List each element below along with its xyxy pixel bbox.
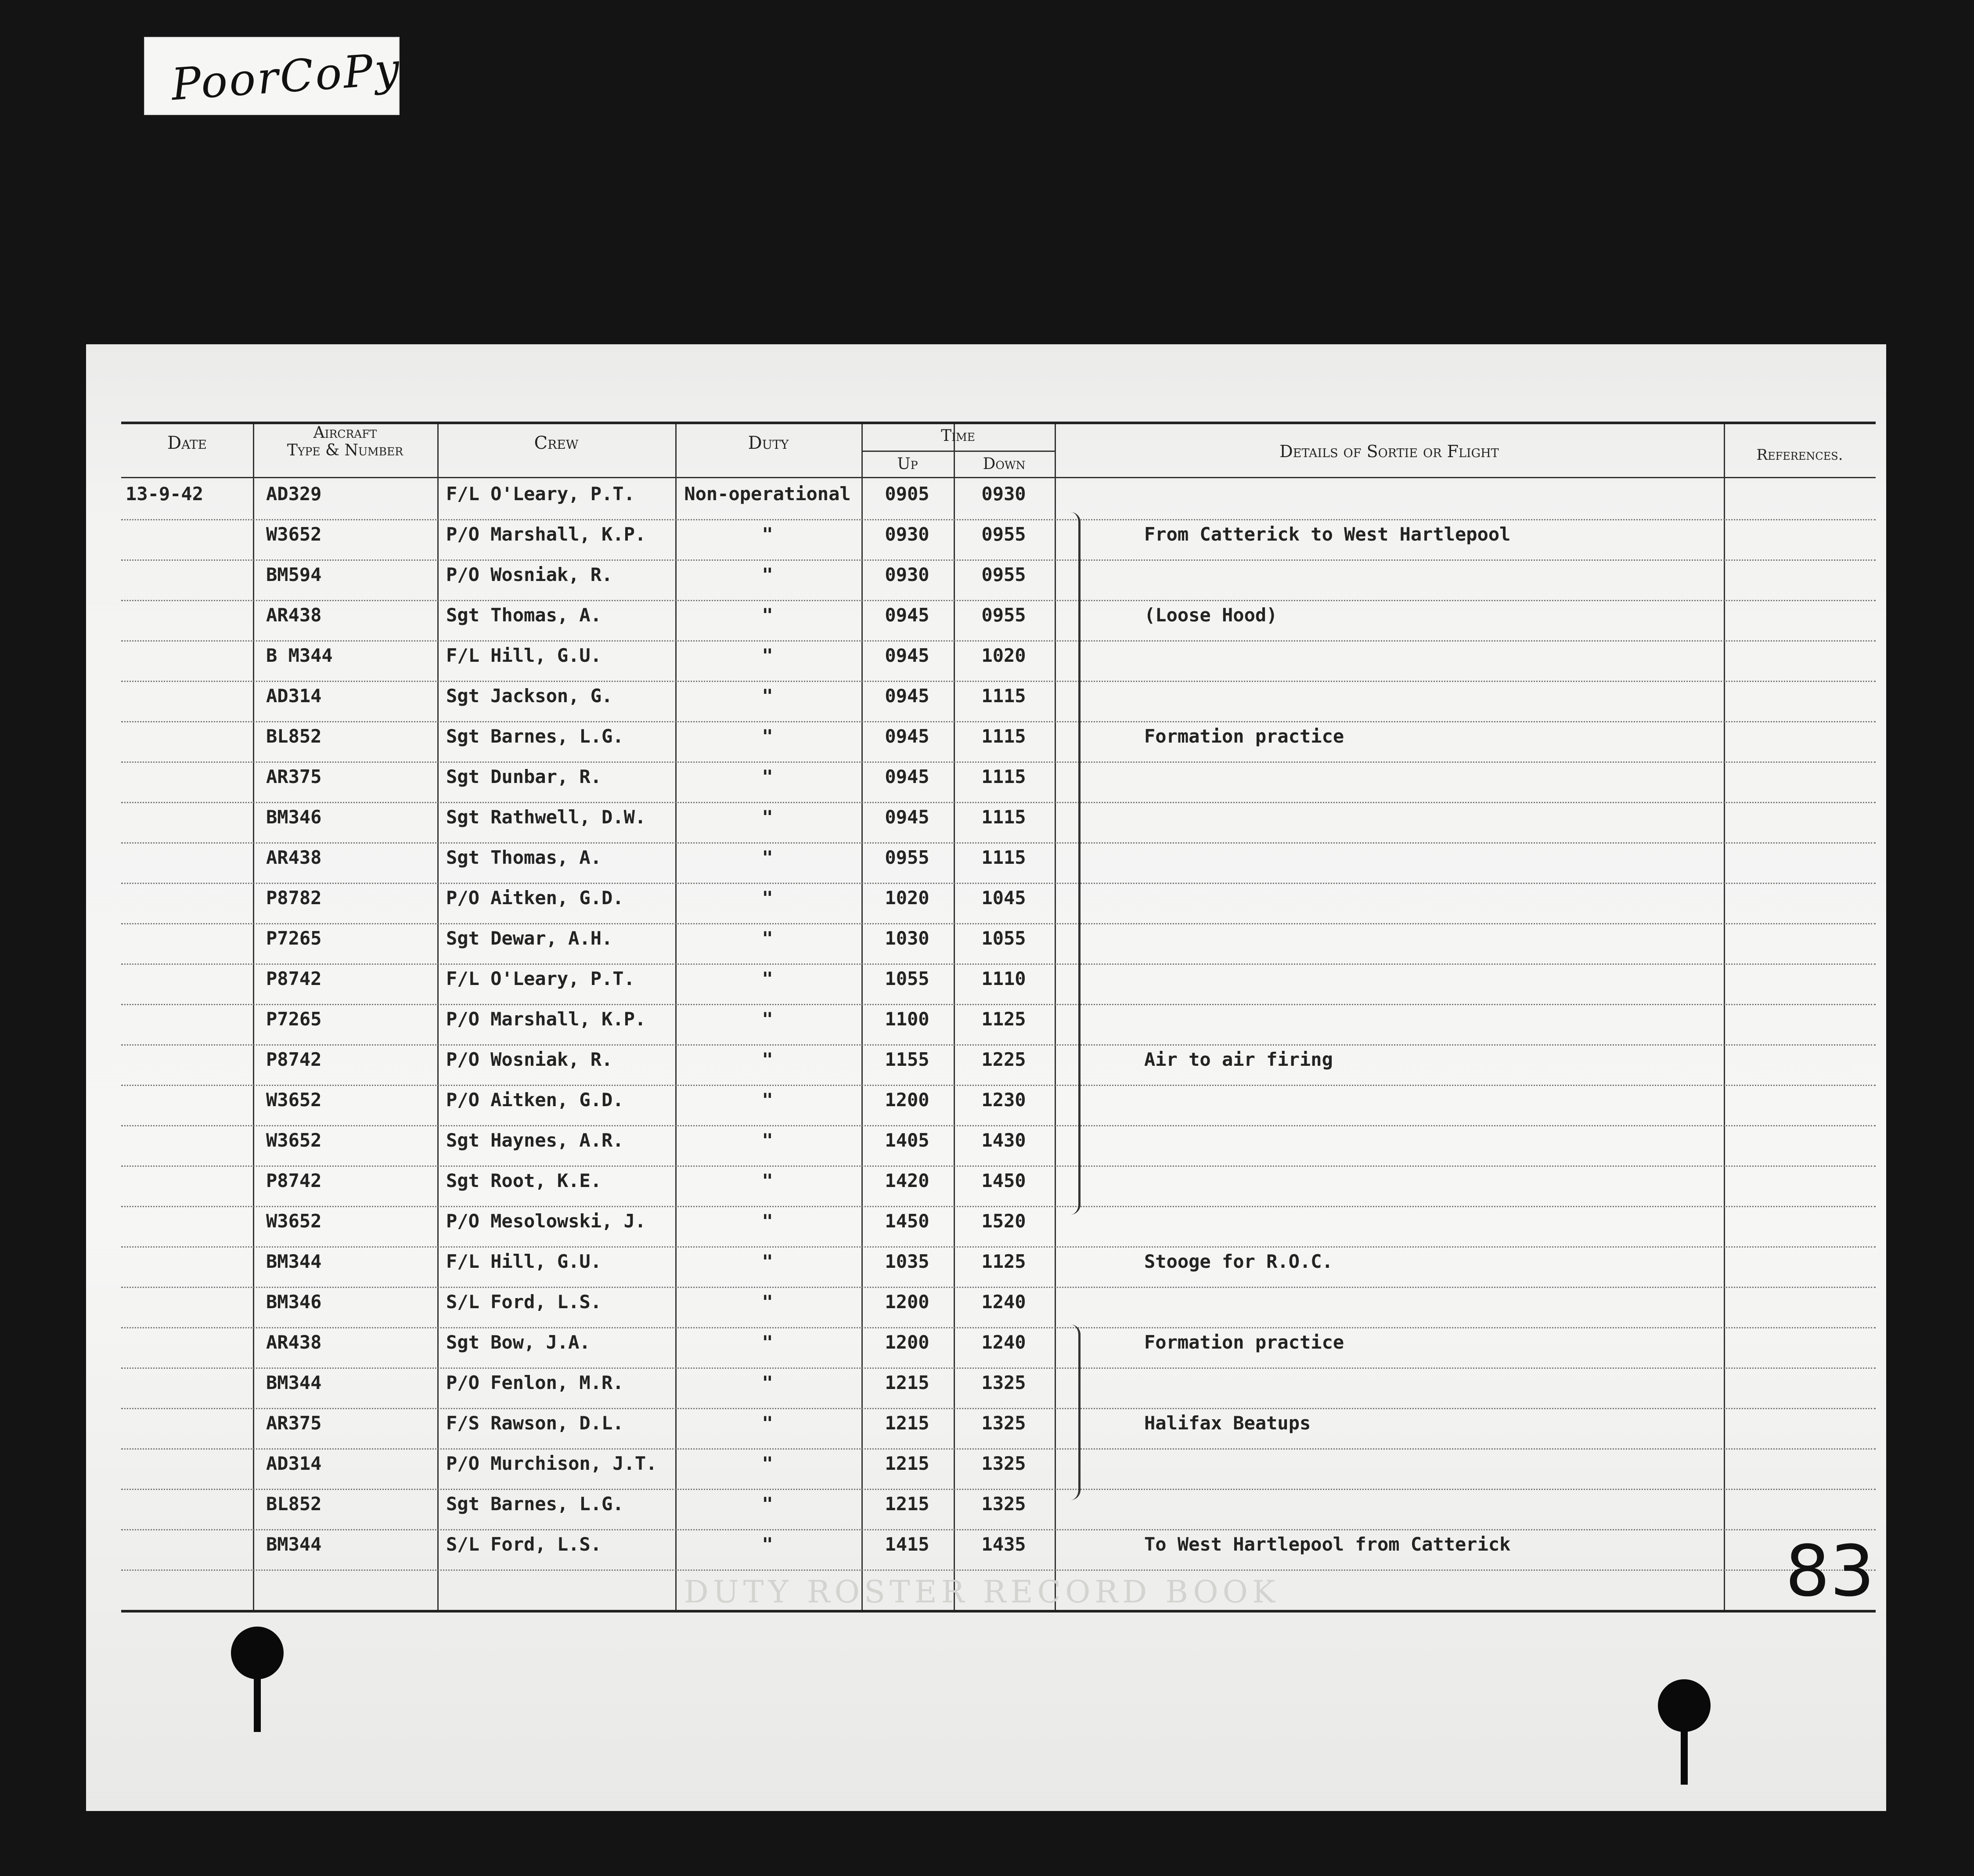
cell-aircraft: BM344 [266,1251,322,1272]
cell-aircraft: AR375 [266,766,322,787]
cell-crew: P/O Fenlon, M.R. [446,1372,624,1393]
cell-aircraft: W3652 [266,1089,322,1111]
cell-aircraft: W3652 [266,1129,322,1151]
table-row [121,681,1876,722]
cell-duty: " [762,645,773,666]
cell-up: 0945 [885,766,929,787]
cell-crew: Sgt Barnes, L.G. [446,725,624,747]
cell-crew: Sgt Dewar, A.H. [446,927,613,949]
cell-down: 1125 [981,1251,1026,1272]
cell-down: 0930 [981,483,1026,505]
cell-aircraft: P8782 [266,887,322,909]
cell-aircraft: P8742 [266,1049,322,1070]
cell-down: 1115 [981,806,1026,828]
cell-duty: " [762,1533,773,1555]
cell-down: 1225 [981,1049,1026,1070]
cell-crew: F/S Rawson, D.L. [446,1412,624,1434]
table-row [121,1044,1876,1086]
cell-down: 1450 [981,1170,1026,1191]
table-row [121,1529,1876,1571]
table-row [121,1327,1876,1369]
cell-aircraft: BL852 [266,1493,322,1515]
cell-aircraft: AD314 [266,685,322,707]
cell-up: 0945 [885,725,929,747]
page-number: 83 [1785,1530,1875,1612]
table-row [121,600,1876,642]
cell-duty: " [762,1210,773,1232]
table-row [121,1287,1876,1328]
cell-crew: F/L O'Leary, P.T. [446,968,635,989]
cell-details: Formation practice [1144,725,1344,747]
cell-aircraft: P8742 [266,1170,322,1191]
cell-aircraft: BM594 [266,564,322,585]
cell-duty: " [762,1170,773,1191]
cell-crew: Sgt Rathwell, D.W. [446,806,646,828]
cell-details: To West Hartlepool from Catterick [1144,1533,1511,1555]
cell-duty: " [762,806,773,828]
cell-details: Stooge for R.O.C. [1144,1251,1333,1272]
cell-crew: F/L Hill, G.U. [446,645,602,666]
cell-down: 1230 [981,1089,1026,1111]
table-row [121,1448,1876,1490]
cell-crew: Sgt Jackson, G. [446,685,613,707]
cell-down: 1055 [981,927,1026,949]
cell-duty: " [762,685,773,707]
cell-up: 1415 [885,1533,929,1555]
cell-duty: " [762,1453,773,1474]
cell-down: 1110 [981,968,1026,989]
header-references: References. [1756,446,1843,464]
table-row [121,1489,1876,1530]
cell-duty: " [762,927,773,949]
cell-up: 1030 [885,927,929,949]
header-down: Down [983,455,1026,473]
table-row [121,479,1876,520]
cell-aircraft: AR375 [266,1412,322,1434]
cell-duty: " [762,887,773,909]
cell-crew: Sgt Barnes, L.G. [446,1493,624,1515]
cell-aircraft: W3652 [266,523,322,545]
table-row [121,1367,1876,1409]
cell-duty: " [762,1251,773,1272]
cell-duty: " [762,1291,773,1313]
bracket [1070,512,1081,1215]
cell-up: 1200 [885,1331,929,1353]
cell-down: 1020 [981,645,1026,666]
header-rule [121,477,1876,478]
cell-duty: " [762,564,773,585]
table-row [121,963,1876,1005]
cell-up: 1450 [885,1210,929,1232]
header-date: Date [167,433,207,453]
cell-duty: " [762,1129,773,1151]
cell-aircraft: AD329 [266,483,322,505]
binder-hole [231,1627,284,1679]
cell-up: 1420 [885,1170,929,1191]
table-row [121,1206,1876,1248]
cell-up: 0945 [885,685,929,707]
cell-up: 1215 [885,1412,929,1434]
cell-up: 0945 [885,604,929,626]
cell-up: 1035 [885,1251,929,1272]
table-row [121,761,1876,803]
table-row [121,802,1876,844]
cell-duty: " [762,1089,773,1111]
cell-aircraft: AD314 [266,1453,322,1474]
cell-crew: F/L Hill, G.U. [446,1251,602,1272]
cell-down: 1240 [981,1291,1026,1313]
cell-crew: P/O Aitken, G.D. [446,1089,624,1111]
cell-down: 1115 [981,685,1026,707]
header-time: Time [941,427,975,445]
faint-footer: DUTY ROSTER RECORD BOOK [684,1574,1280,1610]
table-row [121,559,1876,601]
cell-aircraft: AR438 [266,847,322,868]
cell-duty: " [762,1331,773,1353]
binder-hole [1658,1679,1711,1732]
table-row [121,1408,1876,1450]
record-sheet [86,344,1886,1811]
cell-crew: Sgt Thomas, A. [446,604,602,626]
cell-details: (Loose Hood) [1144,604,1278,626]
cell-aircraft: B M344 [266,645,333,666]
cell-aircraft: BM344 [266,1533,322,1555]
cell-crew: Sgt Root, K.E. [446,1170,602,1191]
cell-down: 1045 [981,887,1026,909]
cell-up: 1215 [885,1453,929,1474]
cell-up: 1215 [885,1493,929,1515]
cell-aircraft: P8742 [266,968,322,989]
poor-copy-text: PoorCoPy [169,43,403,111]
cell-down: 1115 [981,847,1026,868]
cell-down: 1240 [981,1331,1026,1353]
cell-duty: " [762,725,773,747]
cell-duty: Non-operational [684,483,851,505]
cell-crew: S/L Ford, L.S. [446,1291,602,1313]
cell-up: 0955 [885,847,929,868]
table-row [121,1085,1876,1126]
table-row [121,923,1876,965]
cell-duty: " [762,604,773,626]
cell-aircraft: BM346 [266,1291,322,1313]
header-aircraft: Aircraft Type & Number [287,424,403,459]
cell-up: 0945 [885,806,929,828]
cell-crew: P/O Mesolowski, J. [446,1210,646,1232]
cell-duty: " [762,1049,773,1070]
table-row [121,640,1876,682]
table-row [121,519,1876,561]
cell-down: 0955 [981,523,1026,545]
cell-crew: F/L O'Leary, P.T. [446,483,635,505]
cell-down: 1325 [981,1372,1026,1393]
ledger-table [121,422,1876,1613]
header-crew: Crew [534,433,579,453]
cell-aircraft: W3652 [266,1210,322,1232]
cell-aircraft: P7265 [266,927,322,949]
cell-crew: P/O Marshall, K.P. [446,1008,646,1030]
header-up: Up [897,455,918,473]
cell-date: 13-9-42 [126,483,204,505]
cell-up: 1155 [885,1049,929,1070]
cell-duty: " [762,766,773,787]
cell-crew: Sgt Haynes, A.R. [446,1129,624,1151]
table-row [121,721,1876,763]
time-subrule [861,451,1055,452]
table-row [121,883,1876,924]
cell-aircraft: P7265 [266,1008,322,1030]
cell-down: 1520 [981,1210,1026,1232]
cell-down: 1115 [981,766,1026,787]
cell-duty: " [762,1372,773,1393]
cell-crew: Sgt Thomas, A. [446,847,602,868]
cell-down: 1435 [981,1533,1026,1555]
cell-crew: P/O Murchison, J.T. [446,1453,657,1474]
cell-up: 0945 [885,645,929,666]
cell-aircraft: BM344 [266,1372,322,1393]
cell-duty: " [762,847,773,868]
cell-down: 1325 [981,1493,1026,1515]
table-row [121,1165,1876,1207]
cell-up: 1200 [885,1291,929,1313]
cell-up: 1020 [885,887,929,909]
cell-crew: P/O Marshall, K.P. [446,523,646,545]
cell-details: Air to air firing [1144,1049,1333,1070]
cell-duty: " [762,968,773,989]
cell-down: 1325 [981,1453,1026,1474]
table-row [121,1246,1876,1288]
cell-details: Formation practice [1144,1331,1344,1353]
cell-up: 1055 [885,968,929,989]
cell-crew: Sgt Bow, J.A. [446,1331,591,1353]
cell-up: 0930 [885,564,929,585]
cell-aircraft: AR438 [266,1331,322,1353]
table-row [121,1004,1876,1046]
bracket [1070,1324,1081,1500]
header-duty: Duty [748,433,789,453]
cell-crew: P/O Wosniak, R. [446,564,613,585]
cell-duty: " [762,1493,773,1515]
header-details: Details of Sortie or Flight [1279,442,1499,461]
cell-crew: P/O Aitken, G.D. [446,887,624,909]
cell-aircraft: AR438 [266,604,322,626]
cell-up: 0905 [885,483,929,505]
cell-up: 1100 [885,1008,929,1030]
cell-down: 1125 [981,1008,1026,1030]
cell-up: 1200 [885,1089,929,1111]
table-row [121,842,1876,884]
cell-details: Halifax Beatups [1144,1412,1311,1434]
cell-crew: S/L Ford, L.S. [446,1533,602,1555]
cell-down: 1325 [981,1412,1026,1434]
cell-duty: " [762,1412,773,1434]
cell-duty: " [762,1008,773,1030]
poor-copy-label [144,37,403,115]
cell-crew: Sgt Dunbar, R. [446,766,602,787]
cell-crew: P/O Wosniak, R. [446,1049,613,1070]
cell-down: 1430 [981,1129,1026,1151]
table-row [121,1125,1876,1167]
cell-up: 1215 [885,1372,929,1393]
cell-down: 1115 [981,725,1026,747]
cell-up: 1405 [885,1129,929,1151]
cell-down: 0955 [981,604,1026,626]
cell-aircraft: BL852 [266,725,322,747]
cell-up: 0930 [885,523,929,545]
cell-down: 0955 [981,564,1026,585]
cell-duty: " [762,523,773,545]
cell-details: From Catterick to West Hartlepool [1144,523,1511,545]
cell-aircraft: BM346 [266,806,322,828]
